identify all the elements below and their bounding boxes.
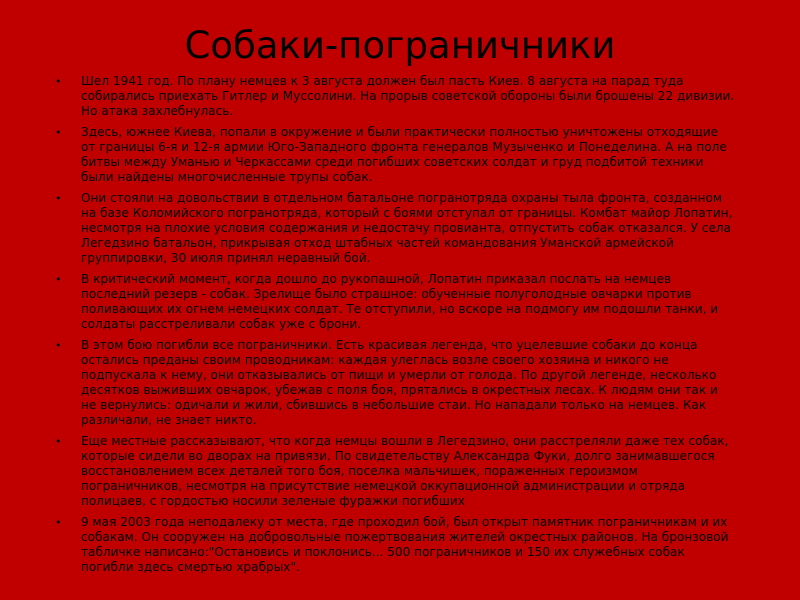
bullet-paragraph-4 — [55, 272, 735, 332]
paragraph-text: Здесь, южнее Киева, попали в окружение и были практически полностью уничтожены отходящие от границы 6-я и 12-я армии Юго-Западного фронта генералов Музыченко и Понеделина. А на поле битвы между Уманью и Черкассами среди погибших советских солдат и груд подбитой техники были найдены многочисленные трупы собак. — [81, 125, 727, 184]
bullet-marker-icon: • — [55, 273, 62, 286]
bullet-marker-icon: • — [55, 75, 62, 88]
paragraph-text: В критический момент, когда дошло до рукопашной, Лопатин приказал послать на немцев последний резерв - собак. Зрелище было страшное: обученные полуголодные овчарки против поливающих их огнем немецких солдат. Те отступили, но вскоре на подмогу им подошли танки, и солдаты расстреливали собак уже с брони. — [81, 272, 719, 331]
bullet-paragraph-2 — [55, 125, 735, 185]
bullet-marker-icon: • — [55, 126, 62, 139]
bullet-marker-icon: • — [55, 516, 62, 529]
paragraph-text: В этом бою погибли все пограничники. Есть красивая легенда, что уцелевшие собаки до конца остались преданы своим проводникам: каждая улеглась возле своего хозяина и никого не подпускала к нему, они отказывались от пищи и умерли от голода. По другой легенде, несколько десятков выживших овчарок, убежав с поля боя, прятались в окрестных лесах. К людям они так и не вернулись: одичали и жили, сбившись в небольшие стаи. Но нападали только на немцев. Как различали, не знает никто. — [81, 338, 718, 427]
bullet-list — [55, 74, 735, 581]
bullet-paragraph-6 — [55, 434, 735, 509]
paragraph-text: Еще местные рассказывают, что когда немцы вошли в Легедзино, они расстреляли даже тех собак, которые сидели во дворах на привязи. По свидетельству Александра Фуки, долго занимавшегося восстановлением всех деталей того боя, поселка мальчишек, пораженных героизмом пограничников, несмотря на присутствие немецкой оккупационной администрации и отряда полицаев, с гордостью носили зеленые фуражки погибших — [81, 434, 729, 508]
paragraph-text: 9 мая 2003 года неподалеку от места, где проходил бой, был открыт памятник пограничникам и их собакам. Он сооружен на добровольные пожертвования жителей окрестных районов. На бронзовой табличке написано:"Остановись и поклонись... 500 пограничников и 150 их служебных собак погибли здесь смертью храбрых". — [81, 515, 729, 574]
bullet-marker-icon: • — [55, 192, 62, 205]
bullet-marker-icon: • — [55, 435, 62, 448]
bullet-paragraph-1 — [55, 74, 735, 119]
paragraph-text: Они стояли на довольствии в отдельном батальоне погранотряда охраны тыла фронта, созданном на базе Коломийского погранотряда, который с боями отступал от границы. Комбат майор Лопатин, несмотря на плохие условия содержания и недостачу провианта, отпустить собак отказался. У села Легедзино батальон, прикрывая отход штабных частей командования Уманской армейской группировки, 30 июля принял неравный бой. — [81, 191, 733, 265]
bullet-paragraph-3 — [55, 191, 735, 266]
bullet-marker-icon: • — [55, 339, 62, 352]
slide-title: Собаки-пограничники — [184, 24, 616, 67]
bullet-paragraph-7 — [55, 515, 735, 575]
bullet-paragraph-5 — [55, 338, 735, 428]
paragraph-text: Шел 1941 год. По плану немцев к 3 августа должен был пасть Киев. 8 августа на парад туда собирались приехать Гитлер и Муссолини. На прорыв советской обороны были брошены 22 дивизии. Но атака захлебнулась. — [81, 74, 735, 118]
